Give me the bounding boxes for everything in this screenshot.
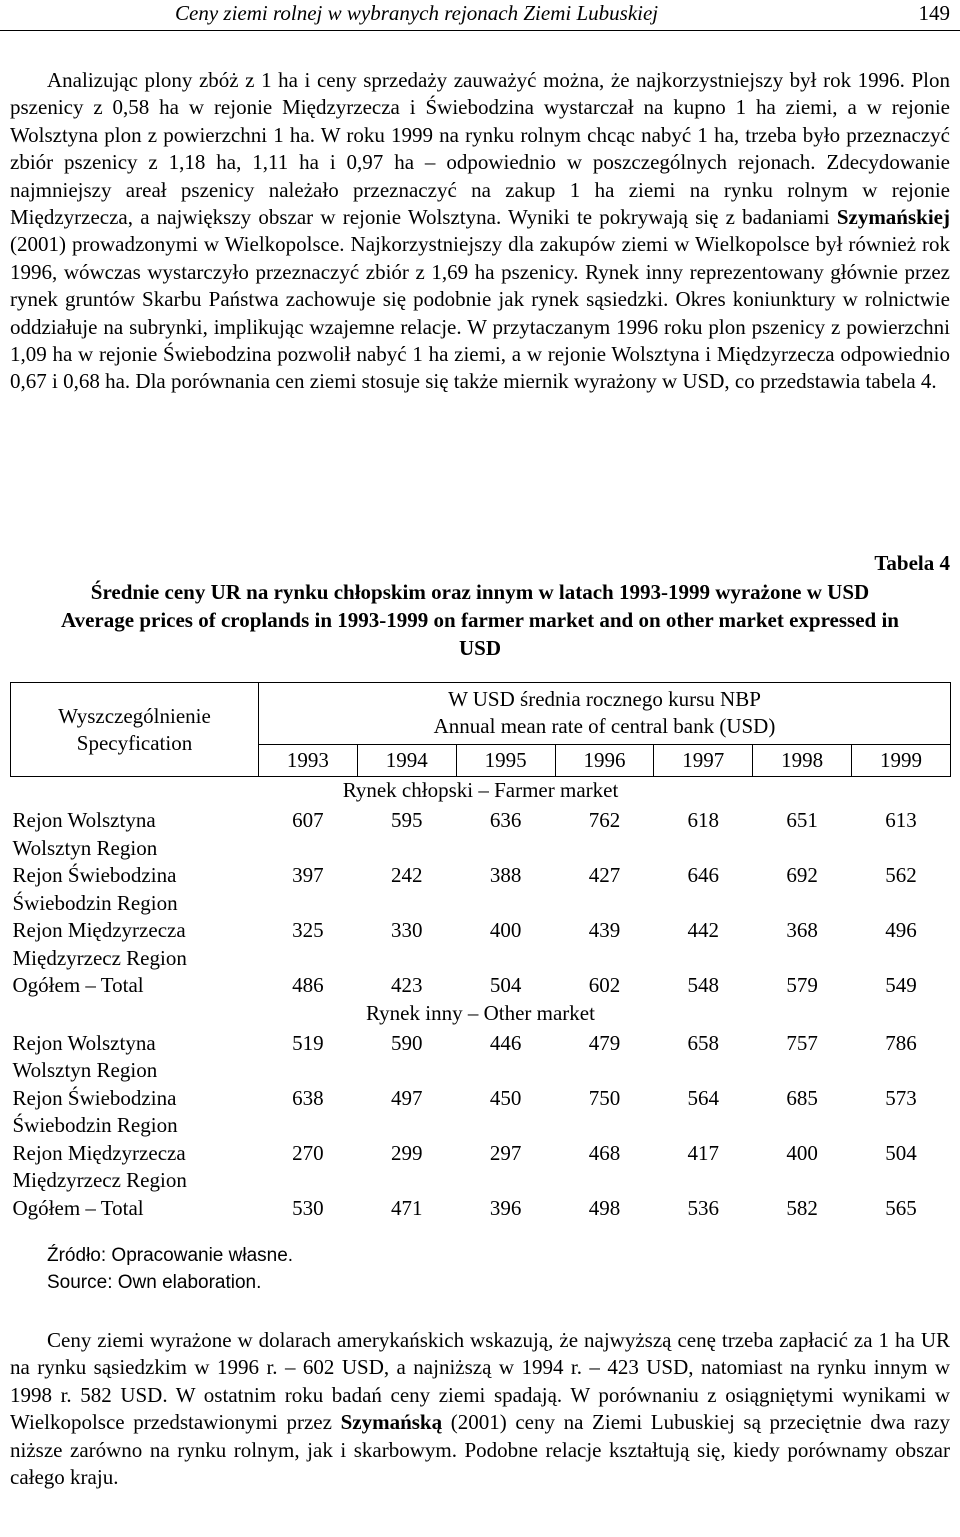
author-name-szymanskiej: Szymańskiej xyxy=(836,205,950,230)
price-cell: 417 xyxy=(687,1140,720,1165)
price-cell: 439 xyxy=(588,918,621,942)
price-cell: 479 xyxy=(588,1030,621,1055)
price-cell: 762 xyxy=(588,808,621,832)
price-cell: 270 xyxy=(292,1140,324,1165)
price-cell: 330 xyxy=(391,918,423,942)
row-label-pl: Rejon Międzyrzecza xyxy=(12,918,186,942)
price-cell: 646 xyxy=(687,863,720,887)
price-cell: 618 xyxy=(687,808,720,832)
row-label xyxy=(11,1140,259,1195)
price-cell: 423 xyxy=(391,973,423,997)
price-cell: 497 xyxy=(391,1085,423,1110)
price-cell: 504 xyxy=(489,973,522,997)
table-number: Tabela 4 xyxy=(874,551,950,575)
price-cell: 427 xyxy=(588,863,621,887)
price-cell: 636 xyxy=(489,808,522,832)
price-cell: 400 xyxy=(786,1140,818,1165)
row-label xyxy=(11,862,259,917)
running-title: Ceny ziemi rolnej w wybranych rejonach Ziemi Lubuskiej xyxy=(175,1,659,25)
table-header-row-1 xyxy=(11,683,951,745)
row-label-pl: Ogółem – Total xyxy=(12,973,144,997)
price-cell: 757 xyxy=(786,1030,818,1055)
para1-text-b: (2001) prowadzonymi w Wielkopolsce. Najkorzystniejszy dla zakupów ziemi w Wielkopolsce był również rok 1996, wówczas wystarczyło przeznaczyć zbiór z 1,69 ha pszenicy. Rynek inny reprezentowany głównie przez rynek gruntów Skarbu Państwa zachowuje się podobnie jak rynek sąsiedzki. Okres koniunktury w rolnictwie oddziałuje na subrynki, implikując wzajemne relacje. W przytaczanym 1996 roku plon pszenicy z powierzchni 1,09 ha w rejonie Świebodzina pozwolił nabyć 1 ha ziemi, a w rejonie Wolsztyna i Międzyrzecza odpowiednio 0,67 i 0,68 ha. Dla porównania cen ziemi stosuje się także miernik wyrażony w USD, co przedstawia tabela 4. xyxy=(10,232,950,394)
row-label-en: Świebodzin Region xyxy=(12,1113,178,1137)
table-row xyxy=(11,1195,951,1223)
price-cell: 607 xyxy=(292,808,324,832)
row-label xyxy=(11,917,259,972)
price-cell: 638 xyxy=(292,1085,324,1110)
year-header: 1995 xyxy=(456,745,555,777)
row-label-en: Świebodzin Region xyxy=(12,890,178,915)
price-cell: 299 xyxy=(391,1140,423,1165)
table-row xyxy=(11,1140,951,1195)
table-row xyxy=(11,917,951,972)
spec-header xyxy=(11,683,259,777)
price-cell: 562 xyxy=(885,863,917,887)
price-cell: 536 xyxy=(687,1195,720,1220)
currency-header-en: Annual mean rate of central bank (USD) xyxy=(433,714,776,738)
price-cell: 564 xyxy=(687,1085,720,1110)
price-cell: 242 xyxy=(391,863,423,887)
row-label-pl: Rejon Świebodzina xyxy=(12,863,177,887)
spec-header-en: Specyfication xyxy=(76,730,193,755)
source-en: Source: Own elaboration. xyxy=(47,1272,262,1293)
row-label-pl: Rejon Świebodzina xyxy=(12,1085,177,1110)
price-cell: 388 xyxy=(489,863,522,887)
table-body xyxy=(11,777,951,1223)
table-row xyxy=(11,1085,951,1140)
row-label-pl: Rejon Międzyrzecza xyxy=(12,1140,186,1165)
row-label-pl: Rejon Wolsztyna xyxy=(12,808,156,832)
year-header: 1994 xyxy=(357,745,456,777)
body-paragraph-1 xyxy=(10,67,950,396)
table-source xyxy=(47,1242,293,1296)
price-cell: 602 xyxy=(588,973,621,997)
price-cell: 685 xyxy=(786,1085,818,1110)
price-cell: 548 xyxy=(687,973,720,997)
price-cell: 471 xyxy=(391,1195,423,1220)
source-pl: Źródło: Opracowanie własne. xyxy=(47,1245,294,1266)
currency-header-pl: W USD średnia rocznego kursu NBP xyxy=(448,687,761,711)
year-header: 1999 xyxy=(852,745,951,777)
price-cell: 692 xyxy=(786,863,818,887)
row-label-en: Międzyrzecz Region xyxy=(12,1168,187,1192)
table-caption xyxy=(10,578,950,662)
running-header xyxy=(0,0,960,31)
row-label-en: Wolsztyn Region xyxy=(12,835,158,860)
table-caption-en: Average prices of croplands in 1993-1999 on farmer market and on other market expressed in USD xyxy=(61,608,899,660)
price-cell: 504 xyxy=(885,1140,917,1165)
table-row xyxy=(11,1030,951,1085)
price-cell: 651 xyxy=(786,808,818,832)
row-label xyxy=(11,972,259,1000)
price-cell: 498 xyxy=(588,1195,621,1220)
price-cell: 786 xyxy=(885,1030,917,1055)
price-cell: 582 xyxy=(786,1195,818,1220)
page-number: 149 xyxy=(918,1,950,25)
year-header: 1993 xyxy=(259,745,358,777)
year-header: 1998 xyxy=(753,745,852,777)
price-cell: 400 xyxy=(489,918,522,942)
price-cell: 368 xyxy=(786,918,818,942)
price-cell: 565 xyxy=(885,1195,917,1220)
price-cell: 613 xyxy=(885,808,917,832)
row-label-en: Międzyrzecz Region xyxy=(12,945,187,970)
price-cell: 590 xyxy=(391,1030,423,1055)
table-row xyxy=(11,807,951,862)
section-title: Rynek inny – Other market xyxy=(366,1000,595,1025)
price-cell: 658 xyxy=(687,1030,720,1055)
section-row xyxy=(11,1000,951,1030)
year-header: 1996 xyxy=(555,745,654,777)
row-label xyxy=(11,1085,259,1140)
currency-header xyxy=(259,683,951,745)
price-cell: 496 xyxy=(885,918,917,942)
price-cell: 519 xyxy=(292,1030,324,1055)
para2-text-b: (2001) ceny na Ziemi Lubuskiej są przeciętnie dwa razy niższe zarówno na rynku rolnym, jak i skarbowym. Podobne relacje kształtują się, kiedy porównamy obszar całego kraju. xyxy=(10,1410,950,1490)
price-cell: 595 xyxy=(391,808,423,832)
spec-header-pl: Wyszczególnienie xyxy=(58,703,211,728)
section-row xyxy=(11,777,951,808)
row-label xyxy=(11,807,259,862)
row-label xyxy=(11,1030,259,1085)
section-title: Rynek chłopski – Farmer market xyxy=(342,778,619,802)
price-cell: 442 xyxy=(687,918,720,942)
price-cell: 446 xyxy=(489,1030,522,1055)
price-cell: 579 xyxy=(786,973,818,997)
price-cell: 750 xyxy=(588,1085,621,1110)
table-caption-pl: Średnie ceny UR na rynku chłopskim oraz innym w latach 1993-1999 wyrażone w USD xyxy=(90,580,870,604)
price-cell: 397 xyxy=(292,863,324,887)
price-cell: 468 xyxy=(588,1140,621,1165)
year-header: 1997 xyxy=(654,745,753,777)
price-cell: 530 xyxy=(292,1195,324,1220)
row-label-pl: Ogółem – Total xyxy=(12,1195,144,1220)
price-cell: 297 xyxy=(489,1140,522,1165)
table-row xyxy=(11,862,951,917)
price-cell: 573 xyxy=(885,1085,917,1110)
author-name-szymanska: Szymańską xyxy=(340,1410,443,1435)
price-cell: 450 xyxy=(489,1085,522,1110)
row-label xyxy=(11,1195,259,1223)
price-cell: 325 xyxy=(292,918,324,942)
row-label-pl: Rejon Wolsztyna xyxy=(12,1030,156,1055)
table-row xyxy=(11,972,951,1000)
price-cell: 396 xyxy=(489,1195,522,1220)
price-table xyxy=(10,682,951,1222)
price-cell: 486 xyxy=(292,973,324,997)
para2-text-a: Ceny ziemi wyrażone w dolarach amerykańskich wskazują, że najwyższą cenę trzeba zapłacić za 1 ha UR na rynku sąsiedzkim w 1996 r. – 602 USD, a najniższą w 1994 r. – 423 USD, natomiast na rynku innym w 1998 r. 582 USD. W ostatnim roku badań ceny ziemi spadają. W porównaniu z osiągniętymi wynikami w Wielkopolsce przedstawionymi przez xyxy=(10,1328,950,1435)
price-cell: 549 xyxy=(885,973,917,997)
para1-text-a: Analizując plony zbóż z 1 ha i ceny sprzedaży zauważyć można, że najkorzystniejszy był rok 1996. Plon pszenicy z 0,58 ha w rejonie Międzyrzecza i Świebodzina wystarczał na kupno 1 ha ziemi, a w rejonie Wolsztyna plon z powierzchni 1 ha. W roku 1999 na rynku rolnym chcąc nabyć 1 ha, trzeba było przeznaczyć zbiór pszenicy z 1,18 ha, 1,11 ha i 0,97 ha – odpowiednio w poszczególnych rejonach. Zdecydowanie najmniejszy areał pszenicy należało przeznaczyć na zakup 1 ha ziemi na rynku rolnym w rejonie Międzyrzecza, a największy obszar w rejonie Wolsztyna. Wyniki te pokrywają się z badaniami xyxy=(10,68,950,230)
row-label-en: Wolsztyn Region xyxy=(12,1058,158,1082)
body-paragraph-2 xyxy=(10,1327,950,1491)
